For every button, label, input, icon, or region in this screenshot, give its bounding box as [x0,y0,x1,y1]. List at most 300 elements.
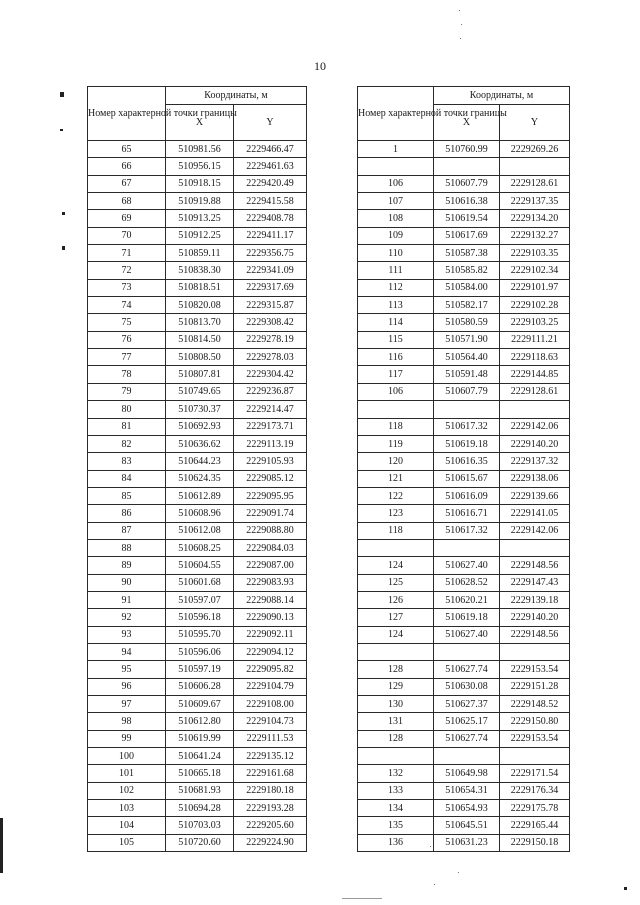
scan-speck [430,846,431,847]
y-coordinate-cell: 2229135.12 [234,748,307,765]
x-coordinate-cell: 510859.11 [166,245,234,262]
table-row [358,453,570,470]
x-coordinate-cell: 510641.24 [166,748,234,765]
point-number-header: Номер характерной точки границы [358,87,434,141]
x-coordinate-cell: 510595.70 [166,626,234,643]
point-number-header: Номер характерной точки границы [88,87,166,141]
point-number-cell: 107 [358,193,434,210]
y-coordinate-cell: 2229151.28 [500,678,570,695]
scan-mark [624,887,627,890]
x-coordinate-cell: 510616.35 [434,453,500,470]
point-number-cell: 135 [358,817,434,834]
table-row [358,782,570,799]
point-number-cell: 113 [358,297,434,314]
scan-edge-mark [0,818,3,873]
point-number-cell [358,643,434,660]
point-number-cell: 70 [88,227,166,244]
y-coordinate-cell: 2229461.63 [234,158,307,175]
point-number-cell [358,158,434,175]
table-row [88,175,307,192]
x-coordinate-cell: 510820.08 [166,297,234,314]
x-coordinate-cell: 510630.08 [434,678,500,695]
point-number-cell: 76 [88,331,166,348]
point-number-cell: 109 [358,227,434,244]
table-row [358,175,570,192]
table-row [88,453,307,470]
x-coordinate-cell: 510681.93 [166,782,234,799]
table-row [88,765,307,782]
y-coordinate-cell: 2229083.93 [234,574,307,591]
x-coordinate-cell: 510627.74 [434,730,500,747]
y-coordinate-cell: 2229104.73 [234,713,307,730]
scan-mark [62,212,65,215]
point-number-cell: 129 [358,678,434,695]
table-row [88,591,307,608]
table-row [358,210,570,227]
table-row [358,401,570,418]
x-coordinate-cell: 510730.37 [166,401,234,418]
y-coordinate-cell: 2229087.00 [234,557,307,574]
y-coordinate-cell: 2229104.79 [234,678,307,695]
y-coordinate-cell: 2229088.80 [234,522,307,539]
x-coordinate-cell: 510608.96 [166,505,234,522]
y-coordinate-cell: 2229408.78 [234,210,307,227]
x-coordinate-cell: 510694.28 [166,800,234,817]
point-number-cell: 104 [88,817,166,834]
point-number-cell: 106 [358,383,434,400]
y-coordinate-cell: 2229102.28 [500,297,570,314]
x-coordinate-cell: 510627.40 [434,626,500,643]
x-header: X [166,105,234,141]
point-number-cell: 128 [358,661,434,678]
table-row [88,782,307,799]
point-number-cell: 117 [358,366,434,383]
x-header: X [434,105,500,141]
y-coordinate-cell: 2229142.06 [500,522,570,539]
y-coordinate-cell: 2229411.17 [234,227,307,244]
point-number-cell: 69 [88,210,166,227]
table-row [88,245,307,262]
table-row [88,557,307,574]
y-coordinate-cell: 2229150.18 [500,834,570,851]
point-number-cell: 131 [358,713,434,730]
point-number-cell: 67 [88,175,166,192]
y-coordinate-cell: 2229171.54 [500,765,570,782]
coordinates-table-left [87,86,307,852]
point-number-cell: 86 [88,505,166,522]
table-row [88,522,307,539]
point-number-cell: 118 [358,418,434,435]
x-coordinate-cell: 510749.65 [166,383,234,400]
y-coordinate-cell: 2229278.03 [234,349,307,366]
y-coordinate-cell: 2229095.82 [234,661,307,678]
y-coordinate-cell: 2229139.18 [500,591,570,608]
x-coordinate-cell: 510631.23 [434,834,500,851]
table-row [88,487,307,504]
y-coordinate-cell: 2229085.12 [234,470,307,487]
point-number-cell: 133 [358,782,434,799]
y-coordinate-cell: 2229111.53 [234,730,307,747]
scan-mark [60,129,63,131]
x-coordinate-cell: 510636.62 [166,435,234,452]
y-coordinate-cell: 2229108.00 [234,696,307,713]
y-coordinate-cell: 2229132.27 [500,227,570,244]
x-coordinate-cell [434,643,500,660]
point-number-cell: 102 [88,782,166,799]
x-coordinate-cell: 510607.79 [434,383,500,400]
table-row [88,210,307,227]
point-number-cell: 68 [88,193,166,210]
x-coordinate-cell: 510703.03 [166,817,234,834]
table-row [358,834,570,851]
table-row [358,331,570,348]
y-coordinate-cell: 2229176.34 [500,782,570,799]
point-number-cell: 96 [88,678,166,695]
table-row [88,193,307,210]
table-row [88,331,307,348]
x-coordinate-cell: 510617.32 [434,522,500,539]
point-number-cell: 106 [358,175,434,192]
y-coordinate-cell: 2229214.47 [234,401,307,418]
table-row [358,748,570,765]
point-number-cell: 115 [358,331,434,348]
table-row [358,643,570,660]
point-number-cell: 84 [88,470,166,487]
point-number-cell: 94 [88,643,166,660]
point-number-cell: 121 [358,470,434,487]
x-coordinate-cell: 510584.00 [434,279,500,296]
y-coordinate-cell: 2229148.56 [500,557,570,574]
point-number-cell: 111 [358,262,434,279]
point-number-cell: 83 [88,453,166,470]
point-number-cell: 110 [358,245,434,262]
x-coordinate-cell: 510628.52 [434,574,500,591]
x-coordinate-cell: 510615.67 [434,470,500,487]
x-coordinate-cell: 510654.93 [434,800,500,817]
point-number-cell: 136 [358,834,434,851]
table-row [88,626,307,643]
x-coordinate-cell: 510760.99 [434,141,500,158]
table-row [358,539,570,556]
x-coordinate-cell [434,539,500,556]
table-row [358,678,570,695]
table-row [88,366,307,383]
table-row [88,383,307,400]
table-row [88,574,307,591]
x-coordinate-cell: 510564.40 [434,349,500,366]
y-coordinate-cell: 2229304.42 [234,366,307,383]
x-coordinate-cell: 510612.08 [166,522,234,539]
point-number-cell: 71 [88,245,166,262]
point-number-cell: 125 [358,574,434,591]
table-row [358,245,570,262]
point-number-cell: 130 [358,696,434,713]
point-number-cell: 119 [358,435,434,452]
point-number-cell: 92 [88,609,166,626]
coordinates-table-right [357,86,570,852]
scan-speck [460,38,461,39]
y-coordinate-cell: 2229139.66 [500,487,570,504]
y-coordinate-cell: 2229137.32 [500,453,570,470]
y-coordinate-cell: 2229150.80 [500,713,570,730]
y-coordinate-cell: 2229128.61 [500,383,570,400]
scan-mark [342,898,382,899]
point-number-cell: 85 [88,487,166,504]
x-coordinate-cell: 510808.50 [166,349,234,366]
point-number-cell: 124 [358,626,434,643]
point-number-cell: 72 [88,262,166,279]
x-coordinate-cell: 510645.51 [434,817,500,834]
point-number-cell: 73 [88,279,166,296]
x-coordinate-cell: 510624.35 [166,470,234,487]
x-coordinate-cell: 510912.25 [166,227,234,244]
x-coordinate-cell: 510692.93 [166,418,234,435]
y-coordinate-cell: 2229140.20 [500,435,570,452]
x-coordinate-cell: 510587.38 [434,245,500,262]
point-number-cell: 66 [88,158,166,175]
x-coordinate-cell: 510807.81 [166,366,234,383]
table-row [358,227,570,244]
table-body [358,141,570,852]
y-coordinate-cell: 2229088.14 [234,591,307,608]
y-coordinate-cell: 2229308.42 [234,314,307,331]
table-row [88,227,307,244]
point-number-cell: 82 [88,435,166,452]
x-coordinate-cell: 510665.18 [166,765,234,782]
x-coordinate-cell: 510585.82 [434,262,500,279]
point-number-cell [358,748,434,765]
table-row [88,279,307,296]
table-row [88,678,307,695]
table-row [88,505,307,522]
y-coordinate-cell: 2229134.20 [500,210,570,227]
table-row [358,800,570,817]
x-coordinate-cell: 510913.25 [166,210,234,227]
x-coordinate-cell: 510649.98 [434,765,500,782]
y-coordinate-cell: 2229269.26 [500,141,570,158]
y-coordinate-cell [500,748,570,765]
point-number-cell: 88 [88,539,166,556]
x-coordinate-cell: 510617.69 [434,227,500,244]
scan-mark [62,246,65,250]
table-row [358,713,570,730]
y-coordinate-cell: 2229102.34 [500,262,570,279]
x-coordinate-cell: 510604.55 [166,557,234,574]
table-row [88,539,307,556]
y-coordinate-cell: 2229415.58 [234,193,307,210]
y-coordinate-cell: 2229148.56 [500,626,570,643]
point-number-cell [358,401,434,418]
table-row [88,435,307,452]
table-row [358,522,570,539]
table-row [88,713,307,730]
y-coordinate-cell [500,401,570,418]
table-row [358,661,570,678]
table-row [88,401,307,418]
point-number-cell: 75 [88,314,166,331]
table-row [358,262,570,279]
y-coordinate-cell: 2229111.21 [500,331,570,348]
table-row [88,661,307,678]
x-coordinate-cell: 510720.60 [166,834,234,851]
point-number-cell: 108 [358,210,434,227]
x-coordinate-cell: 510919.88 [166,193,234,210]
point-number-cell: 112 [358,279,434,296]
table-row [358,158,570,175]
y-header: Y [500,105,570,141]
point-number-cell [358,539,434,556]
x-coordinate-cell: 510571.90 [434,331,500,348]
x-coordinate-cell: 510814.50 [166,331,234,348]
y-coordinate-cell: 2229101.97 [500,279,570,296]
scan-mark [60,92,64,97]
x-coordinate-cell: 510956.15 [166,158,234,175]
y-coordinate-cell: 2229147.43 [500,574,570,591]
y-coordinate-cell: 2229148.52 [500,696,570,713]
point-number-cell: 95 [88,661,166,678]
table-row [88,158,307,175]
table-row [358,609,570,626]
x-coordinate-cell: 510627.37 [434,696,500,713]
table-row [88,643,307,660]
x-coordinate-cell [434,748,500,765]
table-row [358,314,570,331]
point-number-cell: 89 [88,557,166,574]
y-coordinate-cell [500,643,570,660]
point-number-cell: 114 [358,314,434,331]
table-row [88,418,307,435]
x-coordinate-cell: 510601.68 [166,574,234,591]
y-coordinate-cell: 2229144.85 [500,366,570,383]
x-coordinate-cell: 510612.89 [166,487,234,504]
point-number-cell: 74 [88,297,166,314]
y-coordinate-cell [500,539,570,556]
table-row [358,696,570,713]
y-coordinate-cell: 2229094.12 [234,643,307,660]
point-number-cell: 116 [358,349,434,366]
point-number-cell: 120 [358,453,434,470]
y-coordinate-cell: 2229103.35 [500,245,570,262]
y-coordinate-cell: 2229137.35 [500,193,570,210]
point-number-cell: 90 [88,574,166,591]
point-number-cell: 77 [88,349,166,366]
x-coordinate-cell: 510813.70 [166,314,234,331]
y-coordinate-cell: 2229173.71 [234,418,307,435]
x-coordinate-cell: 510644.23 [166,453,234,470]
point-number-cell: 87 [88,522,166,539]
point-number-cell: 124 [358,557,434,574]
point-number-cell: 97 [88,696,166,713]
table-row [358,383,570,400]
x-coordinate-cell: 510918.15 [166,175,234,192]
page-number: 10 [314,59,326,73]
table-row [358,557,570,574]
table-body [88,141,307,852]
coordinates-header: Координаты, м [166,87,307,105]
y-coordinate-cell [500,158,570,175]
table-row [358,366,570,383]
x-coordinate-cell: 510617.32 [434,418,500,435]
x-coordinate-cell: 510582.17 [434,297,500,314]
table-row [88,314,307,331]
scan-speck [458,872,459,873]
point-number-cell: 93 [88,626,166,643]
table-row [358,817,570,834]
table-row [358,435,570,452]
y-coordinate-cell: 2229095.95 [234,487,307,504]
x-coordinate-cell: 510606.28 [166,678,234,695]
point-number-cell: 101 [88,765,166,782]
x-coordinate-cell: 510619.18 [434,435,500,452]
scan-speck [434,884,435,885]
table-row [358,487,570,504]
table-row [88,730,307,747]
x-coordinate-cell: 510608.25 [166,539,234,556]
y-coordinate-cell: 2229315.87 [234,297,307,314]
point-number-cell: 80 [88,401,166,418]
x-coordinate-cell: 510580.59 [434,314,500,331]
point-number-cell: 122 [358,487,434,504]
table-row [358,349,570,366]
y-coordinate-cell: 2229140.20 [500,609,570,626]
y-coordinate-cell: 2229128.61 [500,175,570,192]
table-row [88,141,307,158]
table-row [358,193,570,210]
table-row [358,765,570,782]
table-row [88,800,307,817]
y-coordinate-cell: 2229153.54 [500,730,570,747]
x-coordinate-cell: 510981.56 [166,141,234,158]
x-coordinate-cell: 510616.38 [434,193,500,210]
x-coordinate-cell: 510597.19 [166,661,234,678]
x-coordinate-cell: 510616.09 [434,487,500,504]
y-coordinate-cell: 2229103.25 [500,314,570,331]
point-number-cell: 98 [88,713,166,730]
table-row [88,817,307,834]
y-coordinate-cell: 2229084.03 [234,539,307,556]
y-coordinate-cell: 2229105.93 [234,453,307,470]
y-coordinate-cell: 2229165.44 [500,817,570,834]
point-number-cell: 65 [88,141,166,158]
point-number-cell: 103 [88,800,166,817]
point-number-cell: 134 [358,800,434,817]
x-coordinate-cell: 510619.99 [166,730,234,747]
y-coordinate-cell: 2229161.68 [234,765,307,782]
table-row [88,297,307,314]
table-row [358,591,570,608]
x-coordinate-cell: 510625.17 [434,713,500,730]
table-row [358,730,570,747]
point-number-cell: 99 [88,730,166,747]
x-coordinate-cell [434,401,500,418]
table-row [358,574,570,591]
point-number-cell: 79 [88,383,166,400]
table-row [88,696,307,713]
y-coordinate-cell: 2229092.11 [234,626,307,643]
table-row [88,609,307,626]
point-number-cell: 118 [358,522,434,539]
coordinates-header: Координаты, м [434,87,570,105]
point-number-cell: 123 [358,505,434,522]
y-coordinate-cell: 2229175.78 [500,800,570,817]
x-coordinate-cell: 510607.79 [434,175,500,192]
y-coordinate-cell: 2229141.05 [500,505,570,522]
table-row [358,141,570,158]
x-coordinate-cell: 510609.67 [166,696,234,713]
y-coordinate-cell: 2229224.90 [234,834,307,851]
table-row [358,297,570,314]
table-row [358,626,570,643]
